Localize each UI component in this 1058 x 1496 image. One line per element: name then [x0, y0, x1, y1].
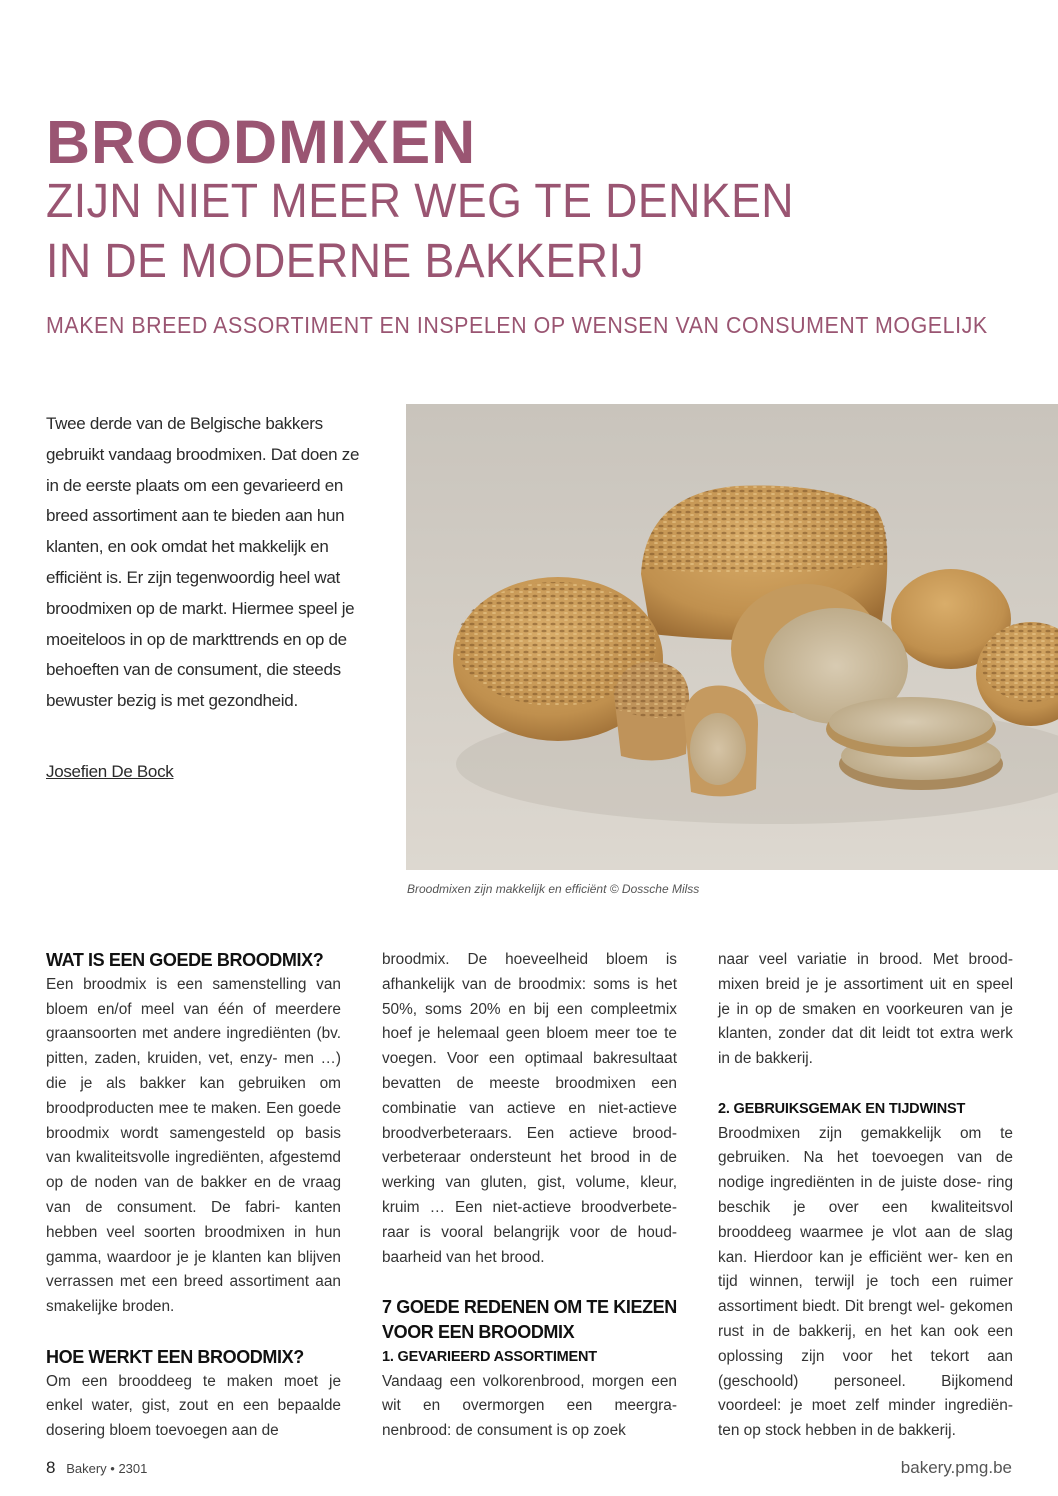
- paragraph-hoe-werkt-part2: broodmix. De hoeveelheid bloem is afhankelijk van de broodmix: soms is het 50%, soms 20% en bij een compleetmix hoef je helemaal geen bloem meer toe te voegen. Voor een optimaal bakresultaat bevatten de meeste broodmixen een combinatie van actieve en niet-actieve broodverbeteraars. Een actieve brood- verbeteraar ondersteunt het brood in de werking van gluten, gist, volume, kleur, kruim … Een niet-actieve broodverbete- raar is vooral belangrijk voor de houd- baarheid van het brood.: [382, 951, 677, 1266]
- bread-photo: [406, 404, 1058, 870]
- subheading-gevarieerd-assortiment: 1. GEVARIEERD ASSORTIMENT: [382, 1348, 597, 1365]
- heading-7-redenen: 7 GOEDE REDENEN OM TE KIEZEN VOOR EEN BROODMIX: [382, 1297, 677, 1342]
- column-1: [46, 948, 341, 1444]
- subtitle-line-2: IN DE MODERNE BAKKERIJ: [46, 235, 645, 288]
- footer-left: [46, 1458, 147, 1478]
- column-3: [718, 948, 1013, 1444]
- article-title: BROODMIXEN: [46, 108, 477, 176]
- photo-caption: Broodmixen zijn makkelijk en efficiënt © Dossche Milss: [407, 882, 700, 896]
- article-kicker: MAKEN BREED ASSORTIMENT EN INSPELEN OP WENSEN VAN CONSUMENT MOGELIJK: [46, 312, 988, 338]
- paragraph-goede-broodmix: Een broodmix is een samenstelling van bloem en/of meel van één of meerdere graansoorten met andere ingrediënten (bv. pitten, zaden, kruiden, vet, enzy- men …) die je als bakker kan gebruiken om broodproducten mee te maken. Een goede broodmix wordt samengesteld op basis van kwaliteitsvolle ingrediënten, afgestemd op de noden van de bakker en de vraag van de consument. De fabri- kanten hebben veel soorten broodmixen in hun gamma, waardoor je je klanten kan blijven verrassen met een breed assortiment aan smakelijke broden.: [46, 975, 341, 1316]
- column-2: [382, 948, 677, 1444]
- page-number: 8: [46, 1458, 56, 1477]
- paragraph-assortiment-part1: Vandaag een volkorenbrood, morgen een wit en overmorgen een meergra- nenbrood: de consument is op zoek: [382, 1372, 677, 1440]
- paragraph-hoe-werkt-part1: Om een brooddeeg te maken moet je enkel water, gist, zout en een bepaalde dosering bloem toevoegen aan de: [46, 1372, 341, 1440]
- intro-paragraph: [46, 409, 361, 717]
- subtitle-line-1: ZIJN NIET MEER WEG TE DENKEN: [46, 175, 795, 228]
- intro-text: Twee derde van de Belgische bakkers gebruikt vandaag broodmixen. Dat doen ze in de eerste plaats om een gevarieerd en breed assortiment aan te bieden aan hun klanten, en ook omdat het makkelijk en efficiënt is. Er zijn tegenwoordig heel wat broodmixen op de markt. Hiermee speel je moeiteloos in op de markttrends en op de behoeften van de consument, die steeds bewuster bezig is met gezondheid.: [46, 414, 360, 711]
- paragraph-gebruiksgemak: Broodmixen zijn gemakkelijk om te gebruiken. Na het toevoegen van de nodige ingrediënten in de juiste dose- ring beschik je over een kwaliteitsvol brooddeeg waarmee je vlot aan de slag kan. Hierdoor kan je efficiënt wer- ken en tijd winnen, terwijl je toch een ruimer assortiment biedt. Dit brengt wel- gekomen rust in de bakkerij, en het kan ook een oplossing zijn voor het tekort aan (geschoold) personeel. Bijkomend voordeel: je moet zelf minder ingrediën- ten op stock hebben in de bakkerij.: [718, 1124, 1013, 1440]
- bread-illustration: [406, 404, 1058, 870]
- paragraph-assortiment-part2: naar veel variatie in brood. Met brood- mixen breid je je assortiment uit en speel je in op de smaken en voorkeuren van je klanten, zonder dat dit leidt tot extra werk in de bakkerij.: [718, 951, 1013, 1068]
- heading-hoe-werkt: HOE WERKT EEN BROODMIX?: [46, 1346, 304, 1367]
- heading-goede-broodmix: WAT IS EEN GOEDE BROODMIX?: [46, 950, 324, 970]
- subheading-gebruiksgemak: 2. GEBRUIKSGEMAK EN TIJDWINST: [718, 1100, 966, 1117]
- website-link[interactable]: bakery.pmg.be: [900, 1458, 1012, 1477]
- author-link[interactable]: Josefien De Bock: [46, 762, 174, 781]
- magazine-issue: Bakery • 2301: [66, 1461, 148, 1476]
- article-subtitle: [46, 172, 794, 292]
